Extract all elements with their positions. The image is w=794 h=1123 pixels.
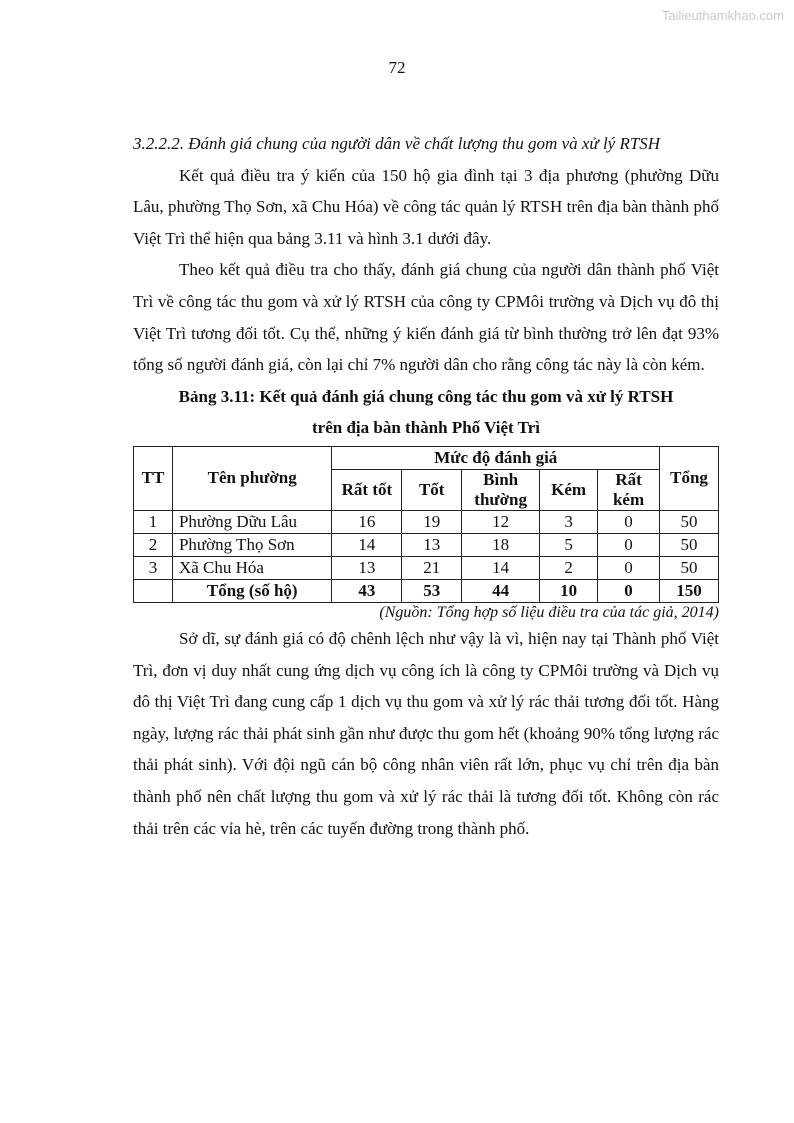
page-content bbox=[133, 128, 719, 844]
cell-tt: 3 bbox=[134, 556, 173, 579]
table-total-row bbox=[134, 579, 719, 602]
cell-tt: 2 bbox=[134, 533, 173, 556]
cell-ward-name: Phường Thọ Sơn bbox=[172, 533, 332, 556]
cell-value: 21 bbox=[402, 556, 462, 579]
table-caption-line-2: trên địa bàn thành Phố Việt Trì bbox=[312, 418, 540, 438]
header-total: Tổng bbox=[660, 446, 719, 510]
paragraph: Kết quả điều tra ý kiến của 150 hộ gia đình tại 3 địa phương (phường Dữu Lâu, phường Thọ Sơn, xã Chu Hóa) về công tác quản lý RTSH trên địa bàn thành phố Việt Trì thể hiện qua bảng 3.11 và hình 3.1 dưới đây. bbox=[133, 165, 719, 248]
cell-value: 3 bbox=[540, 510, 598, 533]
header-rating-group: Mức độ đánh giá bbox=[332, 446, 660, 469]
table-row bbox=[134, 556, 719, 579]
section-heading: 3.2.2.2. Đánh giá chung của người dân về chất lượng thu gom và xử lý RTSH bbox=[133, 134, 661, 153]
cell-value: 13 bbox=[402, 533, 462, 556]
header-level-poor: Kém bbox=[540, 469, 598, 510]
table-row bbox=[134, 533, 719, 556]
table-row bbox=[134, 510, 719, 533]
header-tt: TT bbox=[134, 446, 173, 510]
cell-value: 19 bbox=[402, 510, 462, 533]
cell-ward-name: Phường Dữu Lâu bbox=[172, 510, 332, 533]
cell-value: 13 bbox=[332, 556, 402, 579]
cell-value: 5 bbox=[540, 533, 598, 556]
cell-total-label: Tổng (số hộ) bbox=[172, 579, 332, 602]
cell-value: 53 bbox=[402, 579, 462, 602]
header-level-very-good: Rất tốt bbox=[332, 469, 402, 510]
header-level-good: Tốt bbox=[402, 469, 462, 510]
results-table bbox=[133, 446, 719, 603]
cell-tt bbox=[134, 579, 173, 602]
cell-value: 2 bbox=[540, 556, 598, 579]
cell-value: 12 bbox=[462, 510, 540, 533]
watermark: Tailieuthamkhao.com bbox=[661, 8, 784, 23]
cell-total: 50 bbox=[660, 556, 719, 579]
cell-value: 0 bbox=[598, 533, 660, 556]
header-level-very-poor: Rất kém bbox=[598, 469, 660, 510]
header-level-average: Bình thường bbox=[462, 469, 540, 510]
cell-ward-name: Xã Chu Hóa bbox=[172, 556, 332, 579]
cell-value: 14 bbox=[462, 556, 540, 579]
paragraph: Sở dĩ, sự đánh giá có độ chênh lệch như vậy là vì, hiện nay tại Thành phố Việt Trì, đơn vị duy nhất cung ứng dịch vụ công ích là công ty CPMôi trường và Dịch vụ đô thị Việt Trì đang cung cấp 1 dịch vụ thu gom và xử lý rác thải tương đối tốt. Hàng ngày, lượng rác thải phát sinh gần như được thu gom hết (khoảng 90% tổng lượng rác thải phát sinh). Với đội ngũ cán bộ công nhân viên rất lớn, phục vụ chỉ trên địa bàn thành phố nên chất lượng thu gom và xử lý rác thải là tương đối tốt. Không còn rác thải trên các vỉa hè, trên các tuyến đường trong thành phố. bbox=[133, 628, 719, 838]
cell-value: 44 bbox=[462, 579, 540, 602]
cell-value: 10 bbox=[540, 579, 598, 602]
cell-value: 0 bbox=[598, 579, 660, 602]
cell-total: 50 bbox=[660, 510, 719, 533]
cell-value: 16 bbox=[332, 510, 402, 533]
cell-grand-total: 150 bbox=[660, 579, 719, 602]
table-caption-line-1: Bảng 3.11: Kết quả đánh giá chung công tác thu gom và xử lý RTSH bbox=[178, 386, 674, 406]
header-ward-name: Tên phường bbox=[172, 446, 332, 510]
cell-value: 14 bbox=[332, 533, 402, 556]
cell-value: 18 bbox=[462, 533, 540, 556]
cell-tt: 1 bbox=[134, 510, 173, 533]
table-source-note: (Nguồn: Tổng hợp số liệu điều tra của tác giả, 2014) bbox=[379, 603, 719, 621]
paragraph: Theo kết quả điều tra cho thấy, đánh giá chung của người dân thành phố Việt Trì về công tác thu gom và xử lý RTSH của công ty CPMôi trường và Dịch vụ đô thị Việt Trì tương đối tốt. Cụ thể, những ý kiến đánh giá từ bình thường trở lên đạt 93% tổng số người đánh giá, còn lại chỉ 7% người dân cho rằng công tác này là còn kém. bbox=[133, 260, 719, 375]
cell-value: 0 bbox=[598, 556, 660, 579]
cell-total: 50 bbox=[660, 533, 719, 556]
cell-value: 0 bbox=[598, 510, 660, 533]
page-number: 72 bbox=[388, 58, 406, 77]
cell-value: 43 bbox=[332, 579, 402, 602]
